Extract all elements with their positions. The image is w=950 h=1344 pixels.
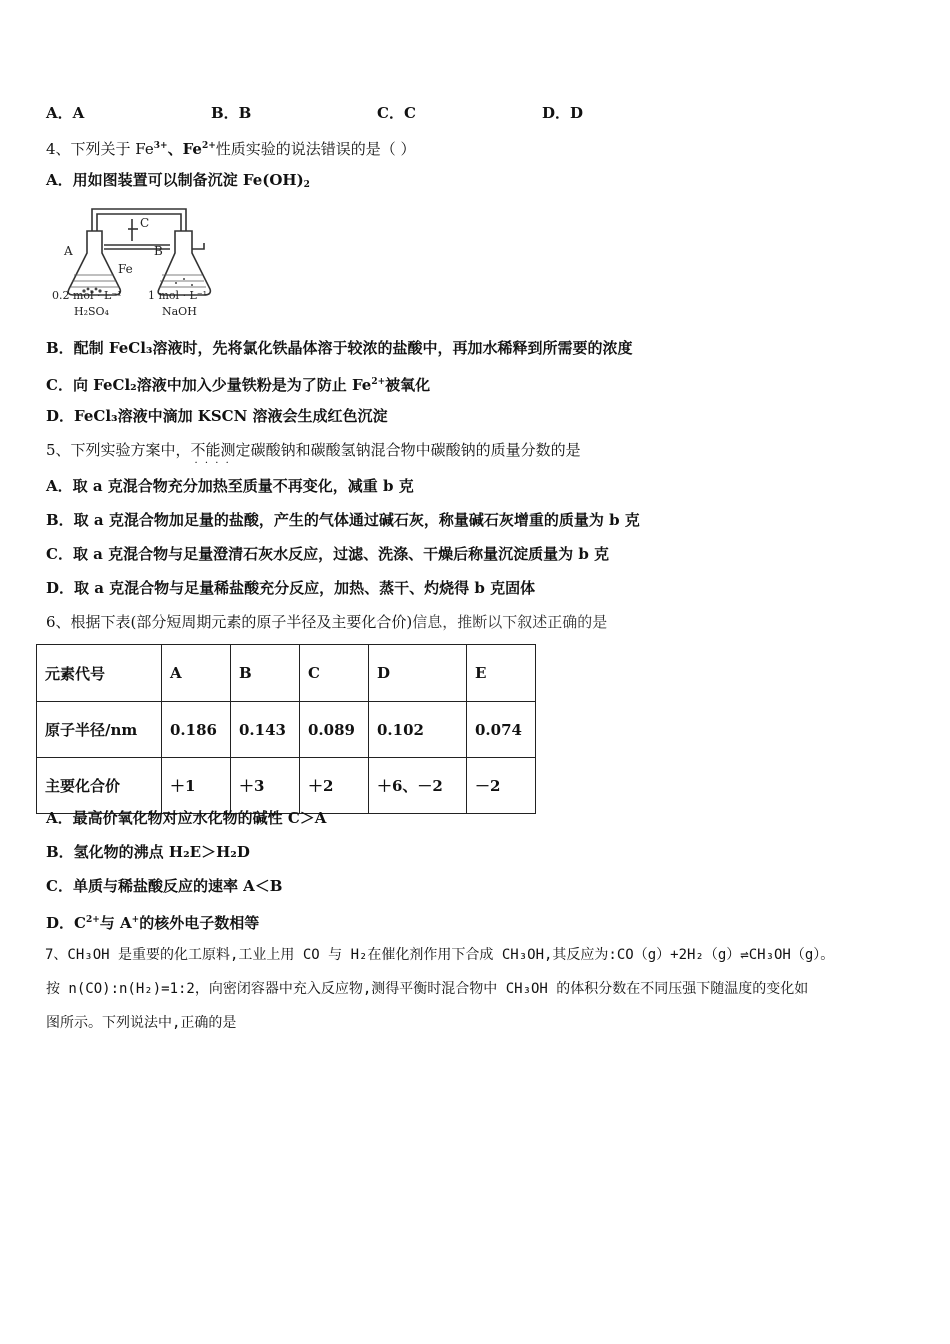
q4-option-c: C．向 FeCl₂溶液中加入少量铁粉是为了防止 $Fe^{2+}$被氧化 <box>46 376 431 394</box>
left-conc: 0.2 mol · L⁻¹ <box>52 289 122 302</box>
q5-option-c: C．取 a 克混合物与足量澄清石灰水反应，过滤、洗涤、干燥后称量沉淀质量为 b 克 <box>46 545 610 563</box>
choice-a: A．A <box>46 104 85 122</box>
q4-stem: 4、下列关于 $Fe^{3+}$、$Fe^{2+}$性质实验的说法错误的是（ ） <box>46 140 416 158</box>
emphasis-text: 不能测定 · · · · <box>191 441 251 459</box>
q6-option-d: D．$C^{2+}$与 A+的核外电子数相等 <box>46 914 260 932</box>
table-cell: 0.143 <box>231 702 300 758</box>
table-cell: －2 <box>467 758 536 814</box>
right-conc: 1 mol · L⁻¹ <box>148 289 208 302</box>
label-a: A <box>64 244 73 258</box>
table-cell: ＋2 <box>300 758 369 814</box>
q5-stem: 5、下列实验方案中，不能测定 · · · ·碳酸钠和碳酸氢钠混合物中碳酸钠的质量分数的是 <box>46 440 581 460</box>
left-reagent: H₂SO₄ <box>74 305 109 318</box>
label-fe: Fe <box>118 262 133 276</box>
table-cell: B <box>231 645 300 702</box>
q4-option-d: D．FeCl₃溶液中滴加 KSCN 溶液会生成红色沉淀 <box>46 407 388 425</box>
q6-option-a: A．最高价氧化物对应水化物的碱性 C＞A <box>46 809 327 827</box>
q6-option-c: C．单质与稀盐酸反应的速率 A＜B <box>46 877 283 895</box>
table-row <box>37 645 536 702</box>
table-cell: 0.102 <box>369 702 467 758</box>
q5-option-a: A．取 a 克混合物充分加热至质量不再变化，减重 b 克 <box>46 477 414 495</box>
q7-line-1: 7、CH₃OH 是重要的化工原料,工业上用 CO 与 H₂在催化剂作用下合成 CH₃OH,其反应为:CO（g）+2H₂（g）⇌CH₃OH（g）。 <box>45 947 835 963</box>
choice-d: D．D <box>542 104 584 122</box>
choice-c: C．C <box>377 104 416 122</box>
choice-b: B．B <box>211 104 252 122</box>
label-c: C <box>140 216 150 230</box>
table-row <box>37 702 536 758</box>
q7-line-3: 图所示。下列说法中,正确的是 <box>46 1015 237 1031</box>
apparatus-figure <box>52 203 227 321</box>
table-cell: 原子半径/nm <box>37 702 162 758</box>
q6-stem: 6、根据下表(部分短周期元素的原子半径及主要化合价)信息，推断以下叙述正确的是 <box>46 613 608 631</box>
table-cell: A <box>162 645 231 702</box>
table-cell: 主要化合价 <box>37 758 162 814</box>
right-reagent: NaOH <box>162 305 197 318</box>
table-cell: ＋1 <box>162 758 231 814</box>
label-b: B <box>154 244 163 258</box>
table-cell: E <box>467 645 536 702</box>
q4-option-b: B．配制 FeCl₃溶液时，先将氯化铁晶体溶于较浓的盐酸中，再加水稀释到所需要的浓度 <box>46 339 633 357</box>
q7-line-2: 按 n(CO):n(H₂)=1:2，向密闭容器中充入反应物,测得平衡时混合物中 CH₃OH 的体积分数在不同压强下随温度的变化如 <box>46 981 809 997</box>
table-cell: D <box>369 645 467 702</box>
q6-option-b: B．氢化物的沸点 H₂E＞H₂D <box>46 843 250 861</box>
table-cell: ＋6、－2 <box>369 758 467 814</box>
q5-option-d: D．取 a 克混合物与足量稀盐酸充分反应，加热、蒸干、灼烧得 b 克固体 <box>46 579 536 597</box>
table-cell: 0.186 <box>162 702 231 758</box>
q5-option-b: B．取 a 克混合物加足量的盐酸，产生的气体通过碱石灰，称量碱石灰增重的质量为 b 克 <box>46 511 640 529</box>
table-row <box>37 758 536 814</box>
q7-stem <box>46 938 906 1040</box>
element-table <box>36 644 536 814</box>
table-cell: 元素代号 <box>37 645 162 702</box>
table-cell: C <box>300 645 369 702</box>
q4-option-a: A．用如图装置可以制备沉淀 $Fe(OH)_2$ <box>46 171 310 190</box>
table-cell: 0.074 <box>467 702 536 758</box>
table-cell: ＋3 <box>231 758 300 814</box>
table-cell: 0.089 <box>300 702 369 758</box>
